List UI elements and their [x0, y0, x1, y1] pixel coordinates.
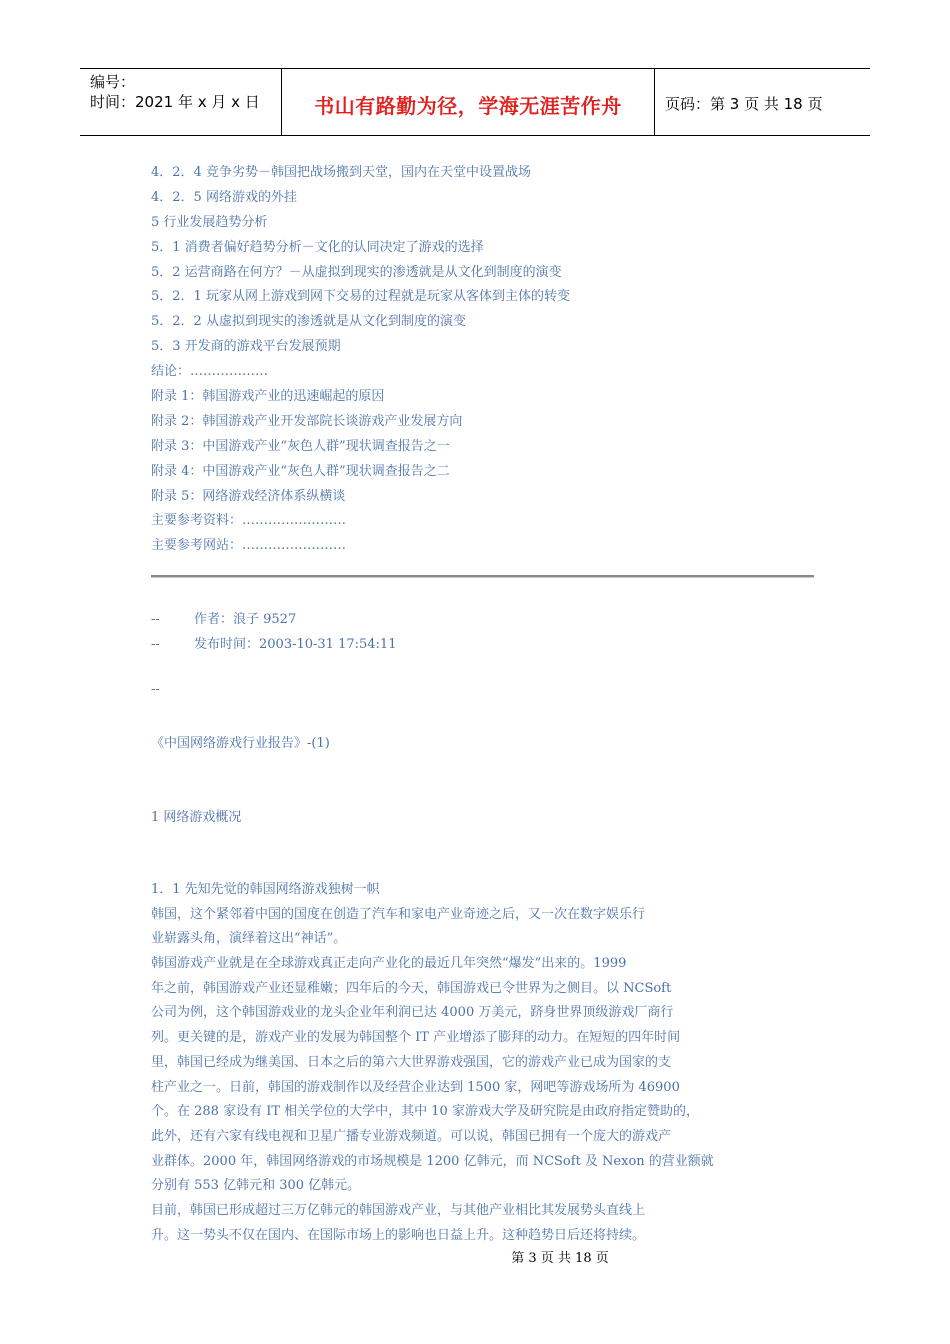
toc-item: 主要参考网站：……………………: [151, 538, 347, 554]
author-text: 作者：浪子 9527: [194, 612, 297, 627]
document-number-label: 编号：: [90, 73, 136, 91]
toc-item: 5．3 开发商的游戏平台发展预期: [151, 339, 341, 355]
body-line: 公司为例，这个韩国游戏业的龙头企业年利润已达 4000 万美元，跻身世界顶级游戏厂商行: [151, 1005, 674, 1021]
body-line: 里，韩国已经成为继美国、日本之后的第六大世界游戏强国，它的游戏产业已成为国家的支: [151, 1054, 672, 1070]
body-line: 1．1 先知先觉的韩国网络游戏独树一帜: [151, 882, 380, 897]
body-line: 目前，韩国已形成超过三万亿韩元的韩国游戏产业，与其他产业相比其发展势头直线上: [151, 1202, 646, 1218]
body-line: 韩国游戏产业就是在全球游戏真正走向产业化的最近几年突然“爆发”出来的。1999: [151, 956, 627, 972]
body-line: 业群体。2000 年，韩国网络游戏的市场规模是 1200 亿韩元，而 NCSoft 及 Nexon 的营业额就: [151, 1153, 714, 1169]
horizontal-divider: [151, 575, 814, 578]
body-line: 升。这一势头不仅在国内、在国际市场上的影响也日益上升。这种趋势日后还将持续。: [151, 1227, 646, 1243]
toc-item: 附录 3：中国游戏产业“灰色人群”现状调查报告之一: [151, 438, 450, 454]
body-line: 个。在 288 家设有 IT 相关学位的大学中，其中 10 家游戏大学及研究院是由政府指定赞助的，: [151, 1104, 699, 1120]
toc-item: 5．1 消费者偏好趋势分析－文化的认同决定了游戏的选择: [151, 239, 484, 255]
page-footer: 第 3 页 共 18 页: [511, 1251, 609, 1266]
header-page-number: 页码：第 3 页 共 18 页: [665, 94, 823, 113]
body-line: 业崭露头角，演绎着这出“神话”。: [151, 931, 347, 947]
toc-item: 结论：………………: [151, 364, 269, 380]
toc-item: 附录 5：网络游戏经济体系纵横谈: [151, 488, 346, 504]
report-title: 《中国网络游戏行业报告》-(1): [151, 736, 330, 751]
body-line: 列。更关键的是，游戏产业的发展为韩国整个 IT 产业增添了膨拜的动力。在短短的四年时间: [151, 1030, 681, 1046]
toc-item: 附录 2：韩国游戏产业开发部院长谈游戏产业发展方向: [151, 413, 463, 429]
toc-item: 主要参考资料：……………………: [151, 513, 347, 529]
article-body: [151, 880, 741, 1250]
separator-dash: --: [151, 682, 160, 697]
toc-item: 5．2．1 玩家从网上游戏到网下交易的过程就是玩家从客体到主体的转变: [151, 289, 570, 305]
toc-item: 4．2．4 竞争劣势－韩国把战场搬到天堂，国内在天堂中设置战场: [151, 165, 531, 180]
author-line: [151, 608, 296, 627]
page-header: [80, 68, 870, 136]
publish-date-text: 发布时间：2003-10-31 17:54:11: [194, 637, 397, 652]
toc-item: 附录 1：韩国游戏产业的迅速崛起的原因: [151, 389, 385, 405]
header-motto: 书山有路勤为径，学海无涯苦作舟: [282, 69, 655, 135]
body-line: 韩国，这个紧邻着中国的国度在创造了汽车和家电产业奇迹之后，又一次在数字娱乐行: [151, 906, 646, 922]
toc-item: 5 行业发展趋势分析: [151, 214, 268, 230]
table-of-contents: [151, 163, 751, 561]
body-line: 此外，还有六家有线电视和卫星广播专业游戏频道。可以说，韩国已拥有一个庞大的游戏产: [151, 1128, 672, 1144]
body-line: 分别有 553 亿韩元和 300 亿韩元。: [151, 1178, 361, 1194]
toc-item: 附录 4：中国游戏产业“灰色人群”现状调查报告之二: [151, 463, 450, 479]
toc-item: 5．2．2 从虚拟到现实的渗透就是从文化到制度的演变: [151, 314, 466, 330]
dash-marker: --: [151, 637, 160, 652]
publish-date-line: [151, 633, 396, 652]
document-date-label: 时间：2021 年 x 月 x 日: [90, 93, 260, 111]
toc-item: 4．2．5 网络游戏的外挂: [151, 189, 297, 205]
toc-item: 5．2 运营商路在何方？－从虚拟到现实的渗透就是从文化到制度的演变: [151, 264, 562, 280]
body-line: 柱产业之一。日前，韩国的游戏制作以及经营企业达到 1500 家，网吧等游戏场所为 46900: [151, 1079, 680, 1095]
section-title: 1 网络游戏概况: [151, 810, 242, 825]
dash-marker: --: [151, 612, 160, 627]
header-info-cell: [80, 69, 282, 135]
body-line: 年之前，韩国游戏产业还显稚嫩；四年后的今天，韩国游戏已令世界为之侧目。以 NCSoft: [151, 980, 672, 996]
